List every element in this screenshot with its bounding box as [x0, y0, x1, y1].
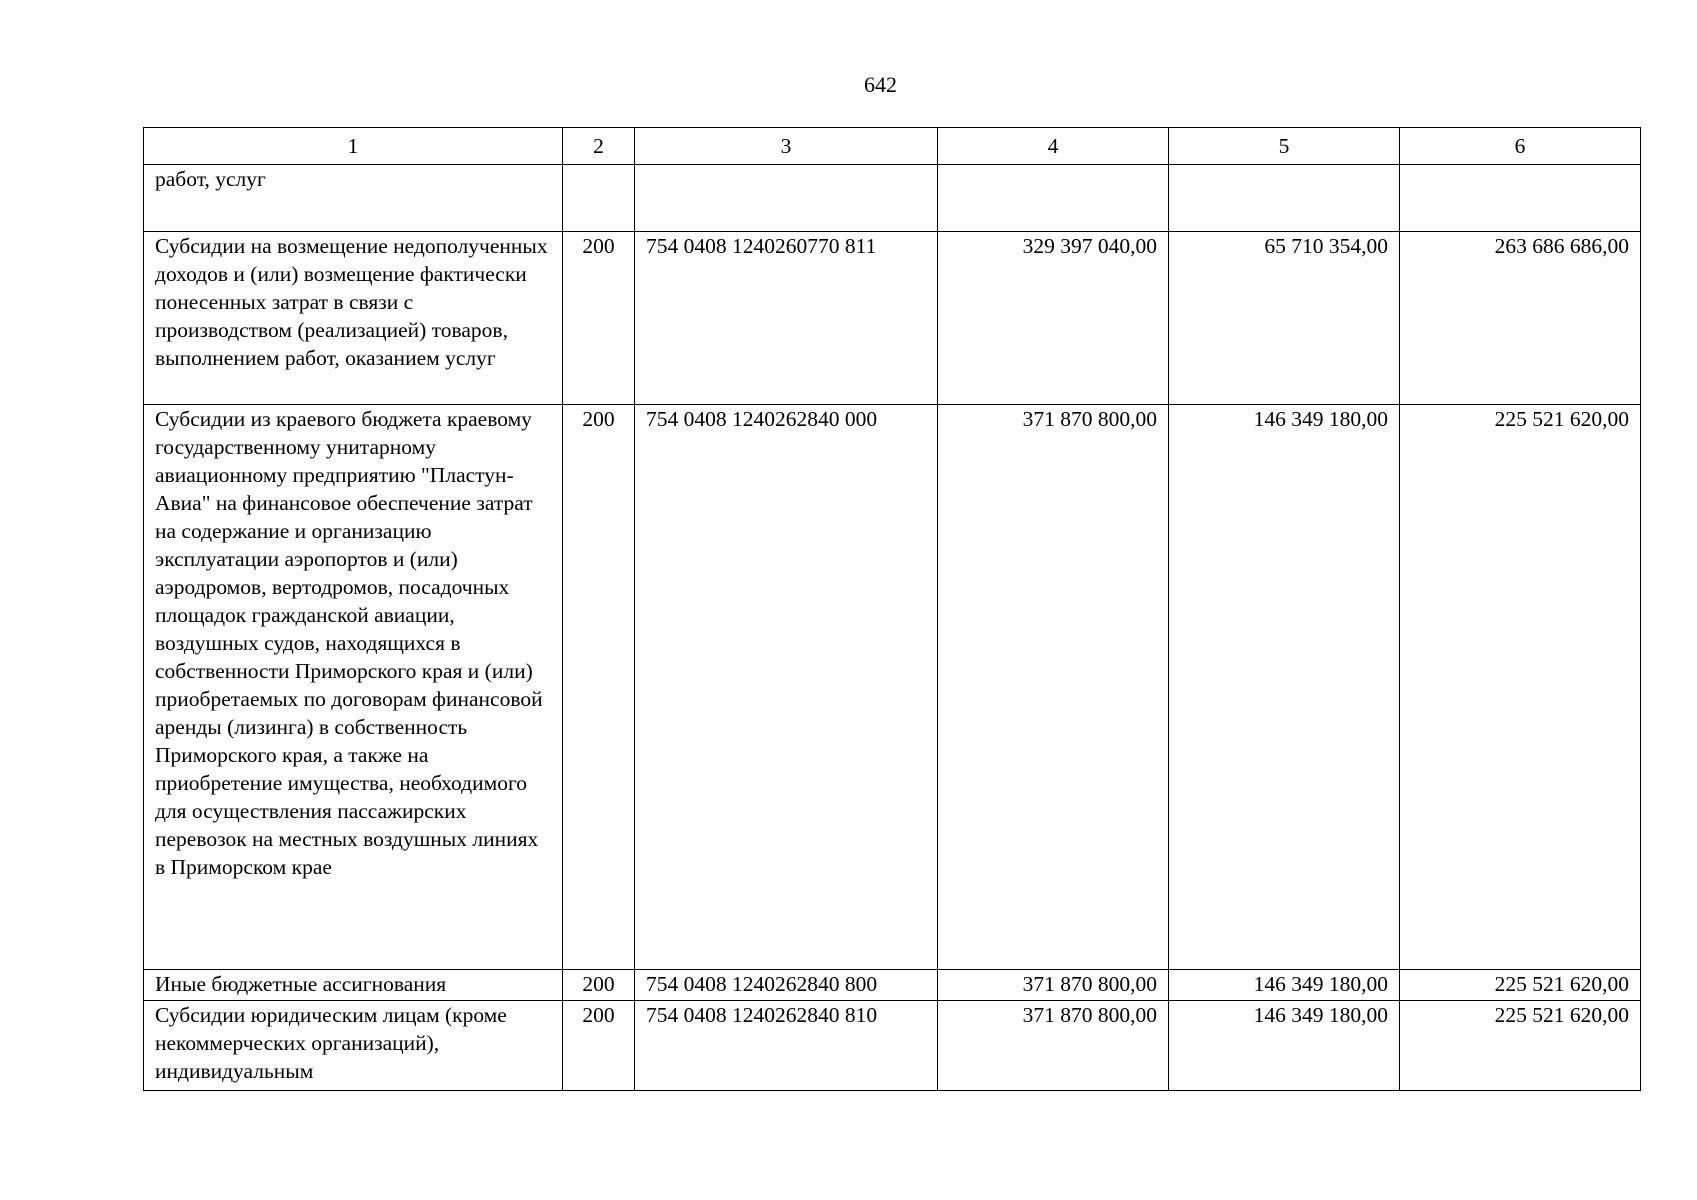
- column-header-3: 3: [635, 128, 938, 165]
- table-row: [144, 232, 1641, 405]
- row-col5-cell: 146 349 180,00: [1169, 970, 1400, 1001]
- column-header-5: 5: [1169, 128, 1400, 165]
- table-row: [144, 165, 1641, 232]
- table-row: [144, 1001, 1641, 1091]
- row-col4-cell: 329 397 040,00: [938, 232, 1169, 405]
- page-number: 642: [864, 72, 897, 97]
- row-col6-cell: 225 521 620,00: [1400, 405, 1641, 970]
- row-col5-cell: [1169, 165, 1400, 232]
- column-header-2: 2: [563, 128, 635, 165]
- row-name-cell: работ, услуг: [144, 165, 563, 232]
- row-col4-cell: [938, 165, 1169, 232]
- column-header-6: 6: [1400, 128, 1641, 165]
- row-col6-cell: 225 521 620,00: [1400, 1001, 1641, 1091]
- row-code-cell: 200: [563, 232, 635, 405]
- row-classification-cell: 754 0408 1240260770 811: [635, 232, 938, 405]
- row-name-cell: Иные бюджетные ассигнования: [144, 970, 563, 1001]
- row-classification-cell: 754 0408 1240262840 000: [635, 405, 938, 970]
- column-header-4: 4: [938, 128, 1169, 165]
- column-header-1: 1: [144, 128, 563, 165]
- table-row: [144, 970, 1641, 1001]
- table-header-row: [144, 128, 1641, 165]
- row-col5-cell: 65 710 354,00: [1169, 232, 1400, 405]
- row-col4-cell: 371 870 800,00: [938, 405, 1169, 970]
- row-code-cell: 200: [563, 1001, 635, 1091]
- row-code-cell: 200: [563, 405, 635, 970]
- row-col6-cell: 225 521 620,00: [1400, 970, 1641, 1001]
- budget-table: [143, 127, 1641, 1091]
- row-classification-cell: 754 0408 1240262840 810: [635, 1001, 938, 1091]
- row-name-cell: Субсидии из краевого бюджета краевому государственному унитарному авиационному предприятию "Пластун-Авиа" на финансовое обеспечение затрат на содержание и организацию эксплуатации аэропортов и (или) аэродромов, вертодромов, посадочных площадок гражданской авиации, воздушных судов, находящихся в собственности Приморского края и (или) приобретаемых по договорам финансовой аренды (лизинга) в собственность Приморского края, а также на приобретение имущества, необходимого для осуществления пассажирских перевозок на местных воздушных линиях в Приморском крае: [144, 405, 563, 970]
- row-classification-cell: 754 0408 1240262840 800: [635, 970, 938, 1001]
- row-col4-cell: 371 870 800,00: [938, 1001, 1169, 1091]
- row-col6-cell: [1400, 165, 1641, 232]
- row-classification-cell: [635, 165, 938, 232]
- row-code-cell: [563, 165, 635, 232]
- row-name-cell: Субсидии юридическим лицам (кроме некоммерческих организаций), индивидуальным: [144, 1001, 563, 1091]
- row-col5-cell: 146 349 180,00: [1169, 1001, 1400, 1091]
- row-col4-cell: 371 870 800,00: [938, 970, 1169, 1001]
- table-row: [144, 405, 1641, 970]
- row-name-cell: Субсидии на возмещение недополученных доходов и (или) возмещение фактически понесенных затрат в связи с производством (реализацией) товаров, выполнением работ, оказанием услуг: [144, 232, 563, 405]
- row-col5-cell: 146 349 180,00: [1169, 405, 1400, 970]
- row-code-cell: 200: [563, 970, 635, 1001]
- row-col6-cell: 263 686 686,00: [1400, 232, 1641, 405]
